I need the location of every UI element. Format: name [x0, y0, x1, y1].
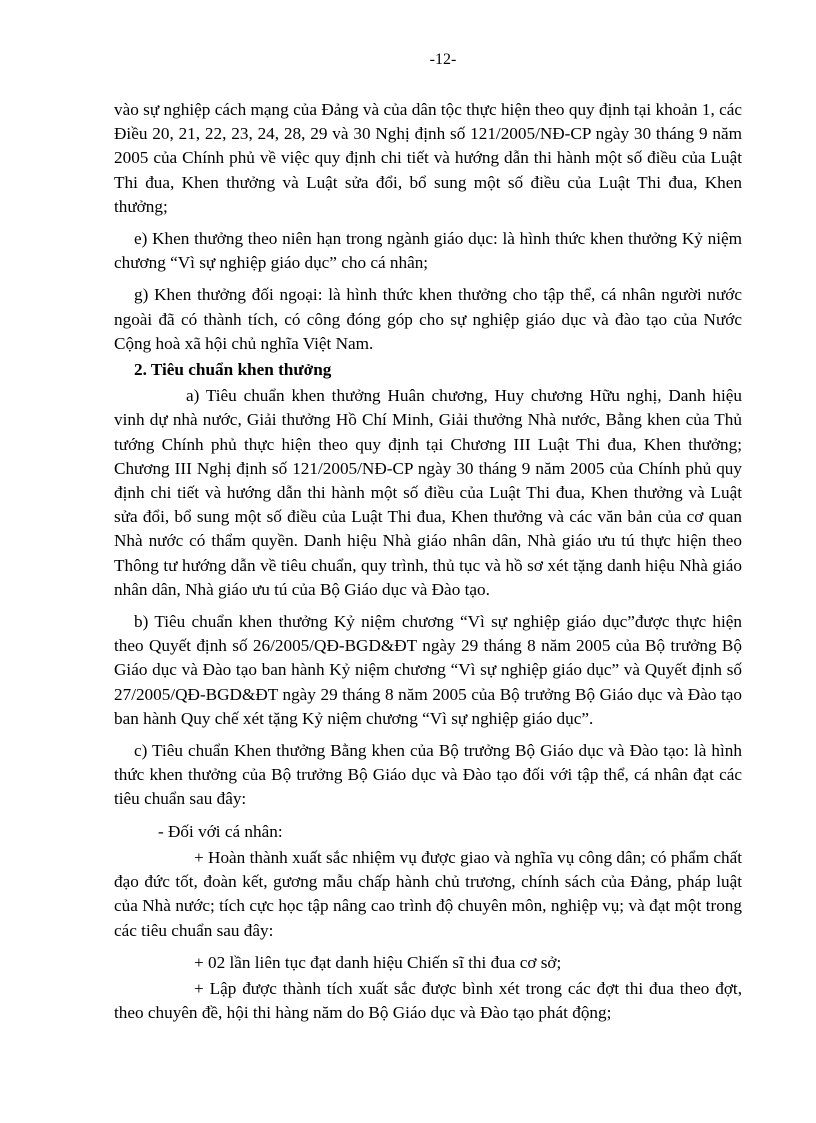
section-heading-2: 2. Tiêu chuẩn khen thưởng: [134, 360, 332, 380]
paragraph-plus-3: + Lập được thành tích xuất sắc được bình xét trong các đợt thi đua theo đợt, theo chuyên đề, hội thi hàng năm do Bộ Giáo dục và Đào tạo phát động;: [114, 978, 742, 1023]
paragraph-continuation: vào sự nghiệp cách mạng của Đảng và của dân tộc thực hiện theo quy định tại khoản 1, các Điều 20, 21, 22, 23, 24, 28, 29 và 30 Nghị định số 121/2005/NĐ-CP ngày 30 tháng 9 năm 2005 của Chính phủ về việc quy định chi tiết và hướng dẫn thi hành một số điều của Luật Thi đua, Khen thưởng và Luật sửa đổi, bổ sung một số điều của Luật Thi đua, Khen thưởng;: [114, 100, 742, 216]
paragraph-g: g) Khen thưởng đối ngoại: là hình thức khen thưởng cho tập thể, cá nhân người nước ngoài đã có thành tích, có công đóng góp cho sự nghiệp giáo dục và đào tạo của Nước Cộng hoà xã hội chủ nghĩa Việt Nam.: [114, 285, 742, 353]
paragraph-plus-2: + 02 lần liên tục đạt danh hiệu Chiến sĩ thi đua cơ sở;: [194, 952, 562, 972]
paragraph-a: a) Tiêu chuẩn khen thưởng Huân chương, Huy chương Hữu nghị, Danh hiệu vinh dự nhà nước, Giải thưởng Hồ Chí Minh, Giải thưởng Nhà nước, Bằng khen của Thủ tướng Chính phủ thực hiện theo quy định tại Chương III Luật Thi đua, Khen thưởng; Chương III Nghị định số 121/2005/NĐ-CP ngày 30 tháng 9 năm 2005 của Chính phủ quy định chi tiết và hướng dẫn thi hành một số điều của Luật Thi đua, Khen thưởng và Luật sửa đổi, bổ sung một số điều của Luật Thi đua, Khen thưởng và các văn bản của cơ quan Nhà nước có thẩm quyền. Danh hiệu Nhà giáo nhân dân, Nhà giáo ưu tú thực hiện theo Thông tư hướng dẫn về tiêu chuẩn, quy trình, thủ tục và hồ sơ xét tặng danh hiệu Nhà giáo nhân dân, Nhà giáo ưu tú của Bộ Giáo dục và Đào tạo.: [114, 386, 742, 599]
paragraph-b: b) Tiêu chuẩn khen thưởng Kỷ niệm chương “Vì sự nghiệp giáo dục”được thực hiện theo Quyết định số 26/2005/QĐ-BGD&ĐT ngày 29 tháng 8 năm 2005 của Bộ trưởng Bộ Giáo dục và Đào tạo ban hành Kỷ niệm chương “Vì sự nghiệp giáo dục” và Quyết định số 27/2005/QĐ-BGD&ĐT ngày 29 tháng 8 năm 2005 của Bộ trưởng Bộ Giáo dục và Đào tạo ban hành Quy chế xét tặng Kỷ niệm chương “Vì sự nghiệp giáo dục”.: [114, 612, 742, 728]
page-number: -12-: [429, 51, 457, 68]
paragraph-individual: - Đối với cá nhân:: [158, 821, 283, 841]
document-page: [114, 50, 742, 1033]
paragraph-c: c) Tiêu chuẩn Khen thưởng Bằng khen của Bộ trưởng Bộ Giáo dục và Đào tạo: là hình thức khen thưởng của Bộ trưởng Bộ Giáo dục và Đào tạo đối với tập thể, cá nhân đạt các tiêu chuẩn sau đây:: [114, 741, 742, 809]
paragraph-plus-1: + Hoàn thành xuất sắc nhiệm vụ được giao và nghĩa vụ công dân; có phẩm chất đạo đức tốt, đoàn kết, gương mẫu chấp hành chủ trương, chính sách của Đảng, pháp luật của Nhà nước; tích cực học tập nâng cao trình độ chuyên môn, nghiệp vụ; và đạt một trong các tiêu chuẩn sau đây:: [114, 847, 742, 940]
paragraph-e: e) Khen thưởng theo niên hạn trong ngành giáo dục: là hình thức khen thưởng Kỷ niệm chương “Vì sự nghiệp giáo dục” cho cá nhân;: [114, 229, 742, 273]
